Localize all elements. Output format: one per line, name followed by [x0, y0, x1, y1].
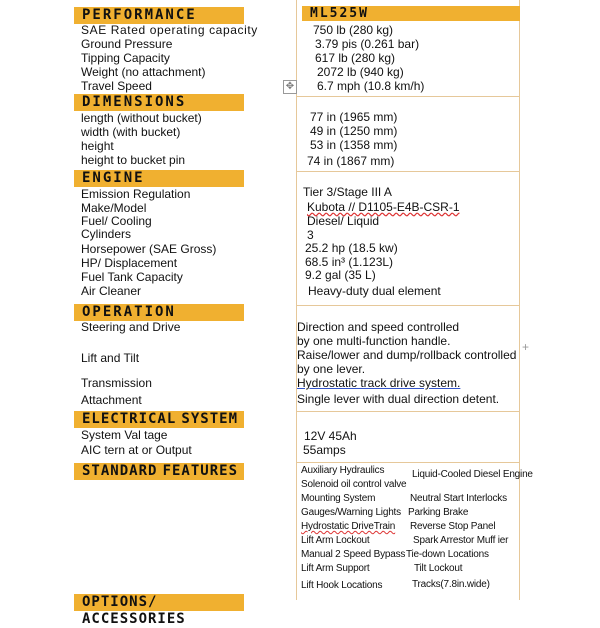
spec-value: 6.7 mph (10.8 km/h): [317, 79, 425, 93]
model-header: ML525W: [302, 6, 520, 21]
feature-item: Parking Brake: [408, 507, 469, 518]
add-row-plus-icon[interactable]: +: [522, 340, 530, 354]
spec-value: Hydrostatic track drive system.: [297, 376, 461, 390]
standard-features-header: [74, 463, 244, 480]
spec-label: Make/Model: [81, 201, 147, 215]
row-divider: [296, 171, 520, 172]
spec-value: by one lever.: [297, 362, 366, 376]
spec-label: Ground Pressure: [81, 37, 173, 51]
spec-value: 49 in (1250 mm): [310, 124, 398, 138]
row-divider: [296, 462, 520, 463]
feature-item: Tracks(7.8in.wide): [412, 579, 490, 590]
spec-value: Diesel/ Liquid: [307, 214, 380, 228]
feature-item: Lift Arm Lockout: [301, 535, 370, 546]
spec-value: 750 lb (280 kg): [313, 23, 394, 37]
engine-header: ENGINE: [74, 170, 244, 187]
row-divider: [296, 305, 520, 306]
spec-label: SAE Rated operating capacity: [81, 23, 258, 37]
spec-label: Cylinders: [81, 227, 132, 241]
spec-value: 68.5 in³ (1.123L): [305, 255, 394, 269]
feature-item: Mounting System: [301, 493, 376, 504]
spec-label: Transmission: [81, 376, 152, 390]
spec-label: Tipping Capacity: [81, 51, 170, 65]
row-divider: [296, 96, 520, 97]
electrical-header-right: SYSTEM: [181, 411, 238, 427]
spec-label: Travel Speed: [81, 79, 152, 93]
spec-value: Heavy-duty dual element: [308, 284, 441, 298]
spec-label: Lift and Tilt: [81, 351, 140, 365]
spec-label: width (with bucket): [81, 125, 181, 139]
operation-header: OPERATION: [74, 304, 244, 321]
feature-item: Solenoid oil control valve: [301, 479, 407, 490]
spec-value: 9.2 gal (35 L): [305, 268, 376, 282]
spec-label: Air Cleaner: [81, 284, 142, 298]
spec-label: height to bucket pin: [81, 153, 186, 167]
electrical-header-left: ELECTRICAL: [82, 411, 177, 427]
spec-label: Emission Regulation: [81, 187, 191, 201]
spec-label: Fuel/ Cooling: [81, 214, 152, 228]
electrical-system-header: [74, 411, 244, 428]
spec-value: 53 in (1358 mm): [310, 138, 398, 152]
feature-item: Tie-down Locations: [406, 549, 489, 560]
spec-label: Attachment: [81, 393, 142, 407]
spec-value: Single lever with dual direction detent.: [297, 392, 500, 406]
spec-label: Steering and Drive: [81, 320, 181, 334]
spec-value: 74 in (1867 mm): [307, 154, 395, 168]
feature-item: Manual 2 Speed Bypass: [301, 549, 406, 560]
spec-value: 3.79 pis (0.261 bar): [315, 37, 420, 51]
spec-label: Weight (no attachment): [81, 65, 206, 79]
feature-item: Reverse Stop Panel: [410, 521, 496, 532]
performance-header: PERFORMANCE: [74, 7, 244, 24]
spec-value: by one multi-function handle.: [297, 334, 451, 348]
spec-label: System Val tage: [81, 428, 168, 442]
right-border: [519, 0, 520, 600]
spec-value: 617 lb (280 kg): [315, 51, 396, 65]
spec-value: 25.2 hp (18.5 kw): [305, 241, 398, 255]
feature-item: Lift Hook Locations: [301, 580, 383, 591]
feature-item: Neutral Start Interlocks: [410, 493, 507, 504]
row-divider: [296, 411, 520, 412]
standard-header-left: STANDARD: [82, 463, 158, 479]
spec-value: 3: [307, 228, 314, 242]
spec-value: Raise/lower and dump/rollback controlled: [297, 348, 517, 362]
dimensions-header: DIMENSIONS: [74, 94, 244, 111]
feature-item: Liquid-Cooled Diesel Engine: [412, 469, 533, 480]
spec-value: 77 in (1965 mm): [310, 110, 398, 124]
spec-value: 2072 lb (940 kg): [317, 65, 404, 79]
spec-value: Direction and speed controlled: [297, 320, 460, 334]
spec-label: height: [81, 139, 114, 153]
feature-item: Spark Arrestor Muff ier: [413, 535, 509, 546]
feature-item: Lift Arm Support: [301, 563, 370, 574]
spec-value: Tier 3/Stage III A: [303, 185, 392, 199]
spec-label: AIC tern at or Output: [81, 443, 192, 457]
spec-value: 55amps: [303, 443, 346, 457]
spec-value: Kubota // D1105-E4B-CSR-1: [307, 200, 460, 214]
spec-label: Fuel Tank Capacity: [81, 270, 183, 284]
feature-item: Auxiliary Hydraulics: [301, 465, 385, 476]
table-move-handle-icon[interactable]: ✥: [283, 80, 297, 94]
spec-label: length (without bucket): [81, 111, 202, 125]
spec-label: Horsepower (SAE Gross): [81, 242, 217, 256]
standard-header-right: FEATURES: [162, 463, 238, 479]
spec-value: 12V 45Ah: [304, 429, 357, 443]
spec-label: HP/ Displacement: [81, 256, 178, 270]
options-accessories-header: OPTIONS/ ACCESSORIES: [74, 594, 244, 611]
feature-item: Hydrostatic DriveTrain: [301, 521, 396, 532]
feature-item: Tilt Lockout: [414, 563, 463, 574]
feature-item: Gauges/Warning Lights: [301, 507, 401, 518]
